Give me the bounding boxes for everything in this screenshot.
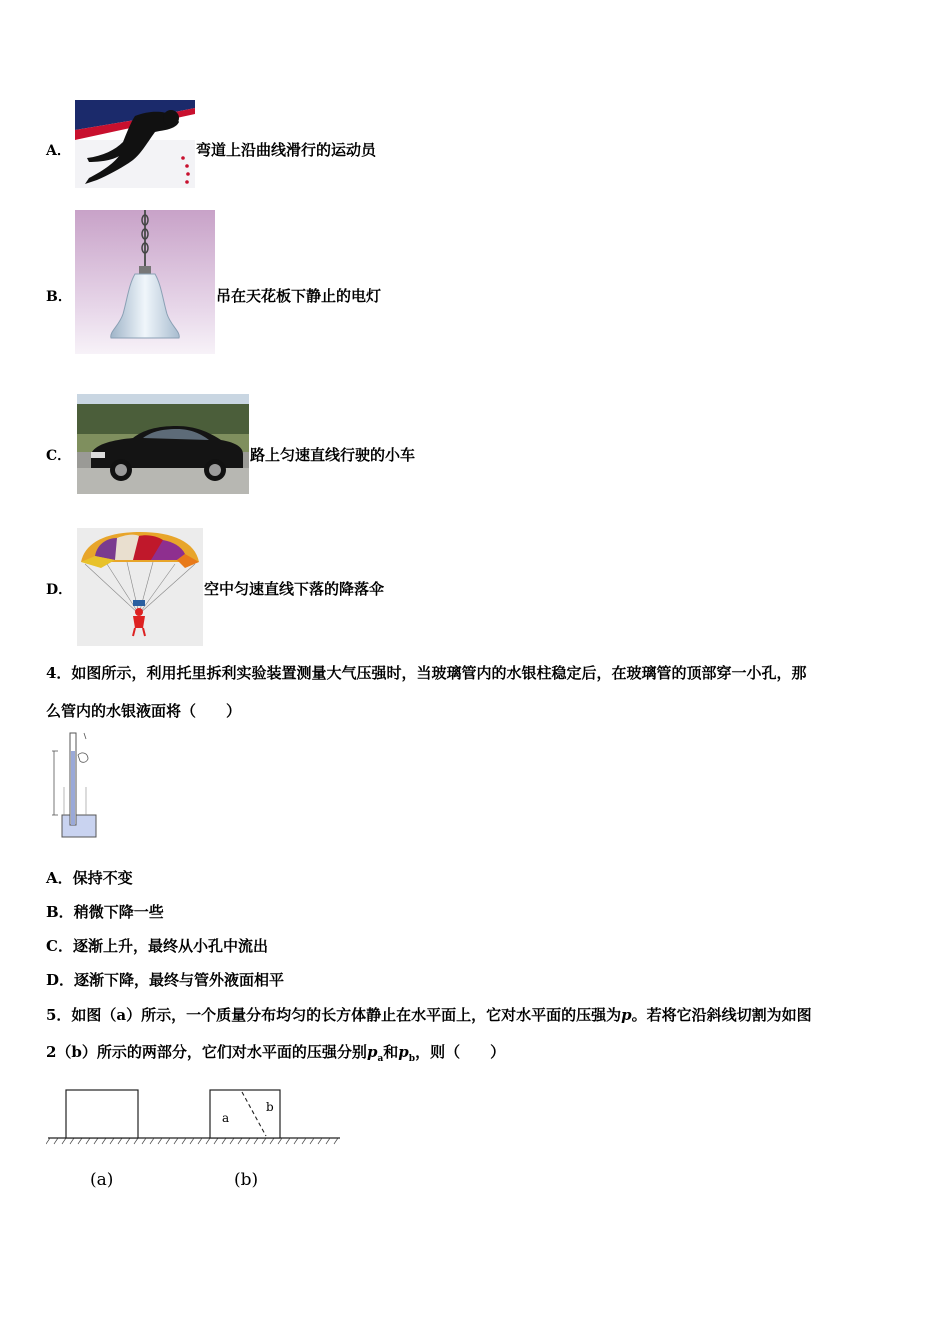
option-letter: C．: [46, 448, 72, 464]
sedan-car-image: [77, 394, 249, 494]
option-text: 路上匀速直线行驶的小车: [250, 446, 416, 464]
part-b-label: b: [266, 1100, 274, 1114]
option-letter: D．: [46, 971, 75, 989]
figure-b-caption: (b): [234, 1170, 259, 1190]
parachute-image: [77, 528, 203, 646]
option-text: 逐渐上升，最终从小孔中流出: [72, 937, 268, 955]
option-letter: B．: [46, 903, 74, 921]
question-4-stem-line-2: 么管内的水银液面将（ ）: [46, 702, 242, 720]
torricelli-apparatus-figure: [50, 731, 98, 839]
option-letter: D．: [46, 582, 73, 598]
question-5-stem-line-1: 5．如图（a）所示，一个质量分布均匀的长方体静止在水平面上，它对水平面的压强为p。若将它沿斜线切割为如图: [46, 1006, 812, 1024]
option-letter: C．: [46, 937, 73, 955]
option-letter: A．: [46, 869, 73, 887]
option-letter: B．: [46, 289, 72, 305]
option-text: 空中匀速直线下落的降落伞: [204, 580, 385, 598]
option-letter: A．: [46, 143, 71, 159]
option-text: 保持不变: [72, 869, 133, 887]
option-text: 稍微下降一些: [73, 903, 164, 921]
figure-a-caption: (a): [90, 1170, 114, 1190]
option-text: 吊在天花板下静止的电灯: [216, 287, 382, 305]
option-text: 逐渐下降，最终与管外液面相平: [74, 971, 285, 989]
question-5-stem-line-2: 2（b）所示的两部分，它们对水平面的压强分别$p_a$和$p_b$，则（ ）: [46, 1043, 506, 1064]
speed-skater-image: [75, 100, 195, 188]
question-4-stem-line-1: 4．如图所示，利用托里拆利实验装置测量大气压强时，当玻璃管内的水银柱稳定后，在玻璃管的顶部穿一小孔，那: [46, 664, 807, 682]
hanging-lamp-image: [75, 210, 215, 354]
part-a-label: a: [222, 1111, 230, 1125]
option-text: 弯道上沿曲线滑行的运动员: [196, 141, 377, 159]
